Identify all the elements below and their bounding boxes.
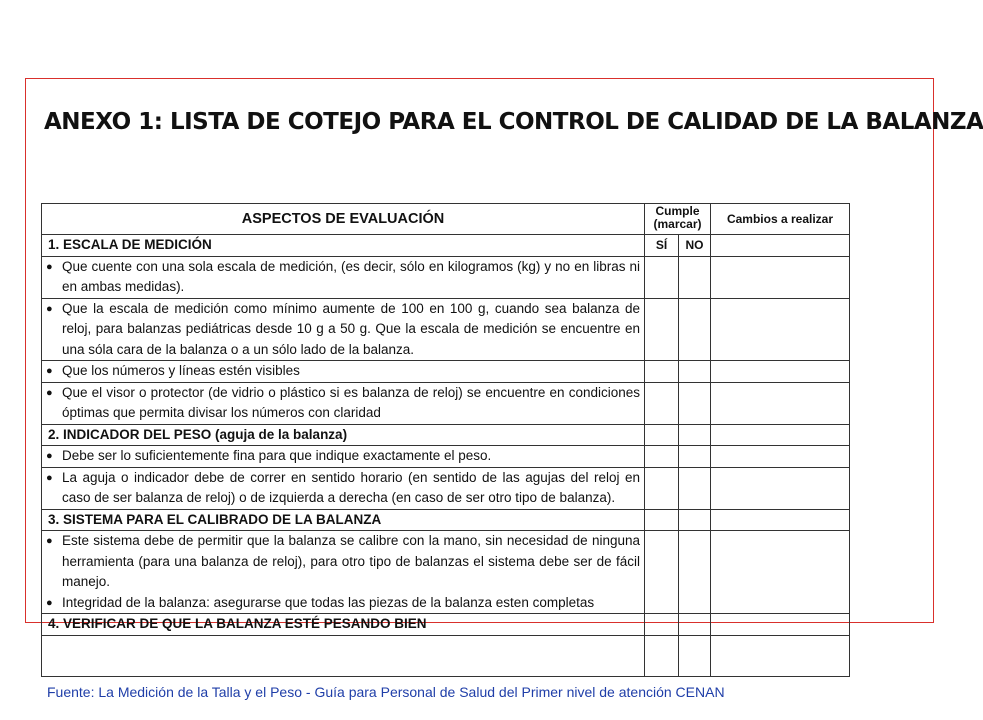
item-text: Que el visor o protector (de vidrio o plástico si es balanza de reloj) se encuentre en condiciones óptimas que permita divisar los números con claridad xyxy=(62,384,640,420)
slide-frame xyxy=(25,78,983,631)
si-checkbox-cell[interactable] xyxy=(645,424,679,446)
si-checkbox-cell[interactable] xyxy=(645,467,679,509)
si-checkbox-cell[interactable] xyxy=(645,298,679,361)
bullet-icon: ● xyxy=(46,302,53,315)
bullet-icon: ● xyxy=(46,386,53,399)
no-checkbox-cell[interactable] xyxy=(679,424,711,446)
section-title: 4. VERIFICAR DE QUE LA BALANZA ESTÉ PESANDO BIEN xyxy=(42,614,645,636)
page-title: ANEXO 1: LISTA DE COTEJO PARA EL CONTROL DE CALIDAD DE LA BALANZA xyxy=(44,109,983,135)
table-row xyxy=(42,531,850,614)
item-text: Debe ser lo suficientemente fina para que indique exactamente el peso. xyxy=(62,448,492,463)
section-row xyxy=(42,235,850,257)
item-text: Que la escala de medición como mínimo aumente de 100 en 100 g, cuando sea balanza de reloj, para balanzas pediátricas desde 10 g a 50 g. Que la escala de medición se encuentre en una sóla cara de la balanza o a un sólo lado de la balanza. xyxy=(62,300,640,357)
si-checkbox-cell[interactable] xyxy=(645,361,679,383)
section-title: 2. INDICADOR DEL PESO (aguja de la balanza) xyxy=(42,424,645,446)
table-row xyxy=(42,298,850,361)
table-row xyxy=(42,256,850,298)
cambios-cell[interactable] xyxy=(711,467,850,509)
section-row xyxy=(42,509,850,531)
no-checkbox-cell[interactable] xyxy=(679,509,711,531)
item-text: La aguja o indicador debe de correr en sentido horario (en sentido de las agujas del reloj en caso de ser balanza de reloj) o de izquierda a derecha (en caso de ser otro tipo de balanza). xyxy=(62,469,640,505)
header-cambios: Cambios a realizar xyxy=(711,204,850,235)
no-checkbox-cell[interactable] xyxy=(679,614,711,636)
si-checkbox-cell[interactable] xyxy=(645,446,679,468)
header-cumple xyxy=(645,204,711,235)
cambios-cell[interactable] xyxy=(711,446,850,468)
cambios-cell[interactable] xyxy=(711,298,850,361)
bullet-icon: ● xyxy=(46,365,53,377)
table-row xyxy=(42,382,850,424)
cambios-cell[interactable] xyxy=(711,509,850,531)
cambios-cell[interactable] xyxy=(711,424,850,446)
no-checkbox-cell[interactable] xyxy=(679,298,711,361)
no-checkbox-cell[interactable] xyxy=(679,256,711,298)
source-caption: Fuente: La Medición de la Talla y el Peso - Guía para Personal de Salud del Primer nivel de atención CENAN xyxy=(47,684,725,700)
si-checkbox-cell[interactable] xyxy=(645,509,679,531)
section-row xyxy=(42,614,850,636)
no-checkbox-cell[interactable] xyxy=(679,446,711,468)
table-row xyxy=(42,361,850,383)
item-text: Este sistema debe de permitir que la balanza se calibre con la mano, sin necesidad de ninguna herramienta (para una balanza de reloj), para otro tipo de balanzas el sistema debe ser de fácil manejo. xyxy=(62,533,640,589)
si-checkbox-cell[interactable] xyxy=(645,382,679,424)
bullet-icon: ● xyxy=(46,596,53,609)
bullet-icon: ● xyxy=(46,260,53,273)
checklist-table xyxy=(41,203,850,677)
bullet-icon: ● xyxy=(46,450,53,462)
cambios-cell[interactable] xyxy=(711,382,850,424)
table-row xyxy=(42,635,850,676)
item-text: Integridad de la balanza: asegurarse que todas las piezas de la balanza esten completas xyxy=(62,594,595,610)
cambios-cell[interactable] xyxy=(711,235,850,257)
section-title: 3. SISTEMA PARA EL CALIBRADO DE LA BALANZA xyxy=(42,509,645,531)
bullet-icon: ● xyxy=(46,535,53,547)
item-text: Que cuente con una sola escala de medición, (es decir, sólo en kilogramos (kg) y no en libras ni en ambas medidas). xyxy=(62,258,640,294)
no-checkbox-cell[interactable] xyxy=(679,467,711,509)
no-checkbox-cell[interactable] xyxy=(679,382,711,424)
cambios-cell[interactable] xyxy=(711,531,850,614)
bullet-icon: ● xyxy=(46,471,53,484)
section-title: 1. ESCALA DE MEDICIÓN xyxy=(42,235,645,257)
item-text: Que los números y líneas estén visibles xyxy=(62,363,300,378)
no-checkbox-cell[interactable] xyxy=(679,361,711,383)
si-header: SÍ xyxy=(645,235,679,257)
no-checkbox-cell[interactable] xyxy=(679,531,711,614)
cambios-cell[interactable] xyxy=(711,256,850,298)
section-row xyxy=(42,424,850,446)
si-checkbox-cell[interactable] xyxy=(645,256,679,298)
header-cumple-line1: Cumple xyxy=(655,204,700,218)
header-cumple-line2: (marcar) xyxy=(653,217,702,231)
no-header: NO xyxy=(679,235,711,257)
table-row xyxy=(42,446,850,468)
si-checkbox-cell[interactable] xyxy=(645,531,679,614)
cambios-cell[interactable] xyxy=(711,614,850,636)
si-checkbox-cell[interactable] xyxy=(645,614,679,636)
header-aspectos: ASPECTOS DE EVALUACIÓN xyxy=(42,204,645,235)
cambios-cell[interactable] xyxy=(711,361,850,383)
table-header-row xyxy=(42,204,850,235)
table-row xyxy=(42,467,850,509)
